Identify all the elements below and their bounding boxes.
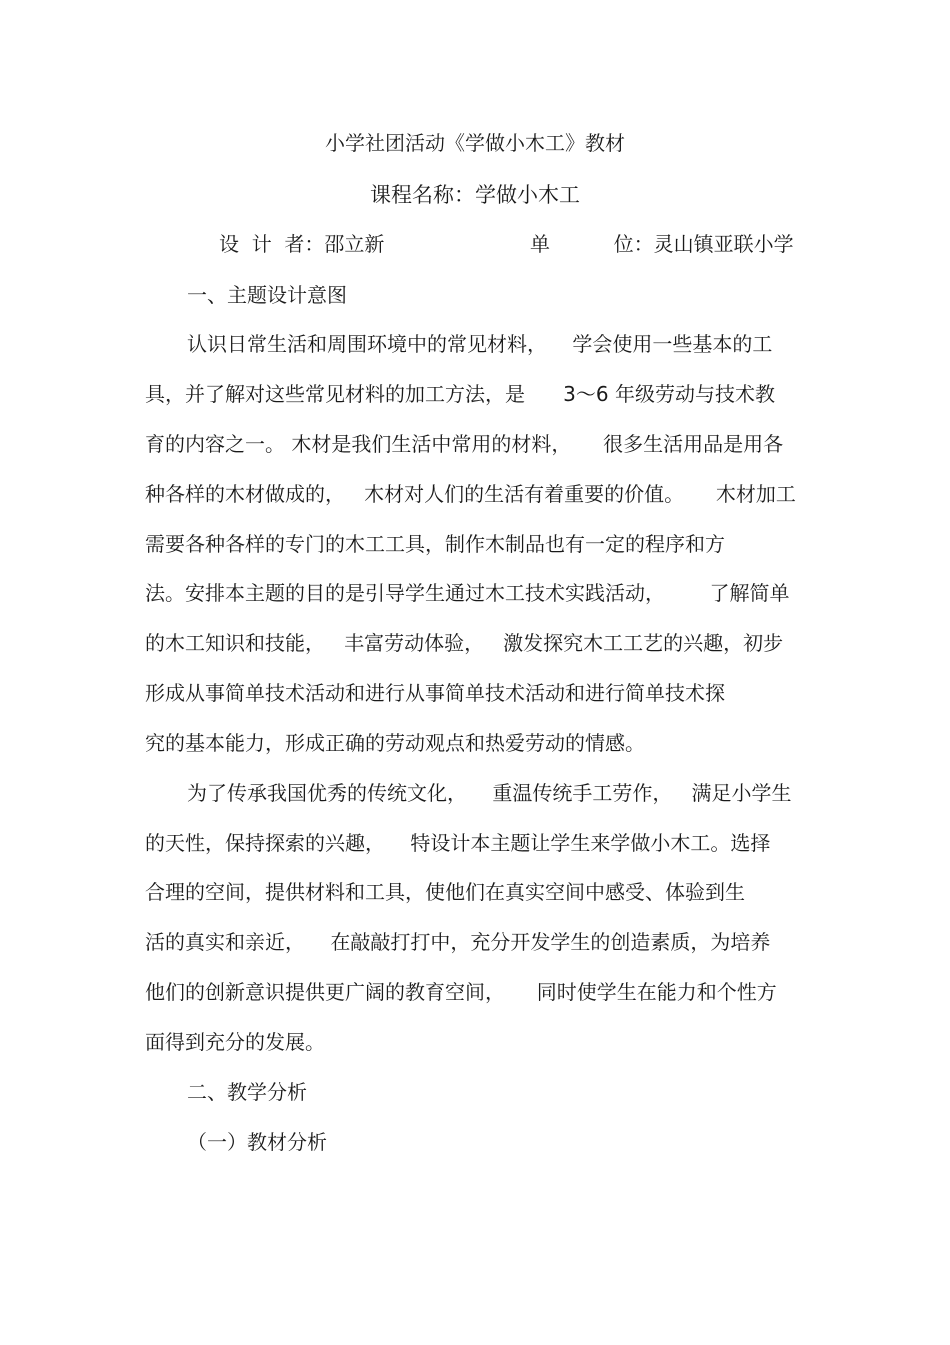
paragraph-line: 育的内容之一。 木材是我们生活中常用的材料， 很多生活用品是用各 bbox=[145, 432, 784, 456]
paragraph-line: 为了传承我国优秀的传统文化， 重温传统手工劳作， 满足小学生 bbox=[187, 781, 792, 805]
section-heading-1: 一、主题设计意图 bbox=[187, 283, 347, 307]
paragraph-line: 面得到充分的发展。 bbox=[145, 1030, 325, 1054]
paragraph-line: 形成从事简单技术活动和进行从事简单技术活动和进行简单技术探 bbox=[145, 681, 725, 705]
section-heading-2: 二、教学分析 bbox=[187, 1080, 307, 1104]
paragraph-line: 法。安排本主题的目的是引导学生通过木工技术实践活动， 了解简单 bbox=[145, 581, 790, 605]
course-name: 课程名称：学做小木工 bbox=[370, 183, 580, 207]
paragraph-line: 种各样的木材做成的， 木材对人们的生活有着重要的价值。 木材加工 bbox=[145, 482, 796, 506]
paragraph-line: 活的真实和亲近， 在敲敲打打中，充分开发学生的创造素质，为培养 bbox=[145, 930, 771, 954]
paragraph-line: 需要各种各样的专门的木工工具，制作木制品也有一定的程序和方 bbox=[145, 532, 725, 556]
paragraph-line: 认识日常生活和周围环境中的常见材料， 学会使用一些基本的工 bbox=[187, 332, 773, 356]
paragraph-line: 合理的空间，提供材料和工具，使他们在真实空间中感受、体验到生 bbox=[145, 880, 745, 904]
paragraph-line: 究的基本能力，形成正确的劳动观点和热爱劳动的情感。 bbox=[145, 731, 645, 755]
paragraph-line: 他们的创新意识提供更广阔的教育空间， 同时使学生在能力和个性方 bbox=[145, 980, 777, 1004]
paragraph-line: 的天性，保持探索的兴趣， 特设计本主题让学生来学做小木工。选择 bbox=[145, 831, 771, 855]
unit-info: 单 位：灵山镇亚联小学 bbox=[530, 232, 794, 256]
paragraph-line: 的木工知识和技能， 丰富劳动体验， 激发探究木工工艺的兴趣，初步 bbox=[145, 631, 784, 655]
document-title: 小学社团活动《学做小木工》教材 bbox=[325, 131, 625, 155]
designer-info: 设 计 者：邵立新 bbox=[219, 232, 385, 256]
paragraph-line: 具，并了解对这些常见材料的加工方法，是 3～6 年级劳动与技术教 bbox=[145, 382, 775, 406]
subsection-heading-1: （一）教材分析 bbox=[187, 1130, 327, 1154]
